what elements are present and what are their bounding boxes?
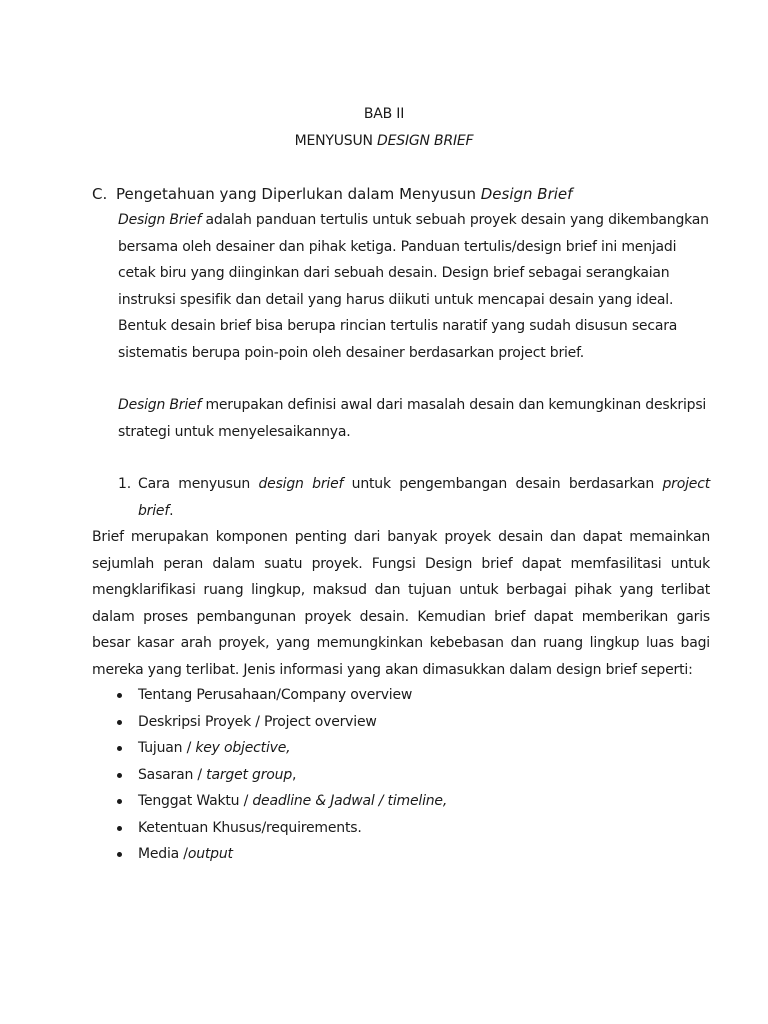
numbered-item-line2	[118, 498, 710, 525]
paragraph-brief: Brief merupakan komponen penting dari banyak proyek desain dan dapat memainkan sejumlah peran dalam suatu proyek. Fungsi Design brief dapat memfasilitasi untuk mengklarifikasi ruang lingkup, maksud dan tujuan untuk berbagai pihak yang terlibat dalam proses pembangunan proyek desain. Kemudian brief dapat memberikan garis besar kasar arah proyek, yang memungkinkan kebebasan dan ruang lingkup luas bagi mereka yang terlibat. Jenis informasi yang akan dimasukkan dalam design brief seperti:	[92, 529, 710, 678]
list-item	[92, 735, 447, 762]
chapter-subtitle	[0, 133, 768, 149]
list-item-text: Deskripsi Proyek / Project overview	[138, 713, 377, 730]
list-item-text: Sasaran /	[138, 766, 207, 783]
list-item-text: Tenggat Waktu /	[138, 793, 253, 809]
bullet-icon	[117, 773, 122, 778]
numbered-part1: Cara menyusun	[138, 476, 259, 492]
list-item-italic: output	[187, 846, 233, 862]
list-item	[92, 815, 447, 842]
section-heading	[92, 185, 572, 203]
subtitle-normal: MENYUSUN	[294, 133, 378, 149]
numbered-italic2: project	[662, 476, 710, 492]
paragraph2-text: merupakan definisi awal dari masalah desain dan kemungkinan deskripsi strategi untuk menyelesaikannya.	[118, 397, 707, 440]
subtitle-italic: DESIGN BRIEF	[377, 133, 474, 149]
list-item	[92, 709, 447, 736]
bullet-icon	[117, 799, 122, 804]
numbered-item-line1	[118, 471, 710, 498]
bullet-icon	[117, 693, 122, 698]
bullet-list	[92, 682, 447, 868]
list-item-tail: ,	[292, 766, 297, 783]
paragraph-definition-2	[118, 392, 718, 445]
list-item	[92, 762, 447, 789]
section-heading-text: Pengetahuan yang Diperlukan dalam Menyusun	[116, 185, 481, 203]
list-item-text: Media /	[138, 846, 188, 862]
bullet-icon	[117, 720, 122, 725]
list-item	[92, 682, 447, 709]
bullet-icon	[117, 852, 122, 857]
numbered-end: .	[169, 502, 174, 519]
paragraph2-italic: Design Brief	[118, 397, 202, 413]
paragraph1-italic: Design Brief	[118, 212, 202, 228]
list-item-italic: key objective,	[195, 740, 291, 756]
list-item-text: Ketentuan Khusus/requirements.	[138, 819, 362, 836]
paragraph-definition	[118, 207, 718, 366]
list-item-italic: deadline & Jadwal / timeline,	[252, 793, 448, 809]
numbered-item-number: 1.	[118, 476, 131, 492]
paragraph1-text: adalah panduan tertulis untuk sebuah proyek desain yang dikembangkan bersama oleh desainer dan pihak ketiga. Panduan tertulis/design brief ini menjadi cetak biru yang diinginkan dari sebuah desain. Design brief sebagai serangkaian instruksi spesifik dan detail yang harus diikuti untuk mencapai desain yang ideal. Bentuk desain brief bisa berupa rincian tertulis naratif yang sudah disusun secara sistematis berupa poin-poin oleh desainer berdasarkan project brief.	[118, 212, 709, 361]
bullet-icon	[117, 746, 122, 751]
list-item-italic: target group	[206, 766, 293, 783]
list-item-text: Tujuan /	[138, 740, 196, 756]
numbered-italic1: design brief	[258, 476, 344, 492]
numbered-item	[118, 471, 710, 524]
list-item	[92, 788, 447, 815]
numbered-italic3: brief	[138, 502, 170, 519]
section-heading-italic: Design Brief	[480, 185, 573, 203]
list-item	[92, 841, 447, 868]
chapter-title: BAB II	[363, 106, 405, 122]
list-item-text: Tentang Perusahaan/Company overview	[138, 687, 413, 703]
section-number: C.	[92, 185, 108, 203]
bullet-icon	[117, 826, 122, 831]
numbered-part2: untuk pengembangan desain berdasarkan	[343, 476, 663, 492]
